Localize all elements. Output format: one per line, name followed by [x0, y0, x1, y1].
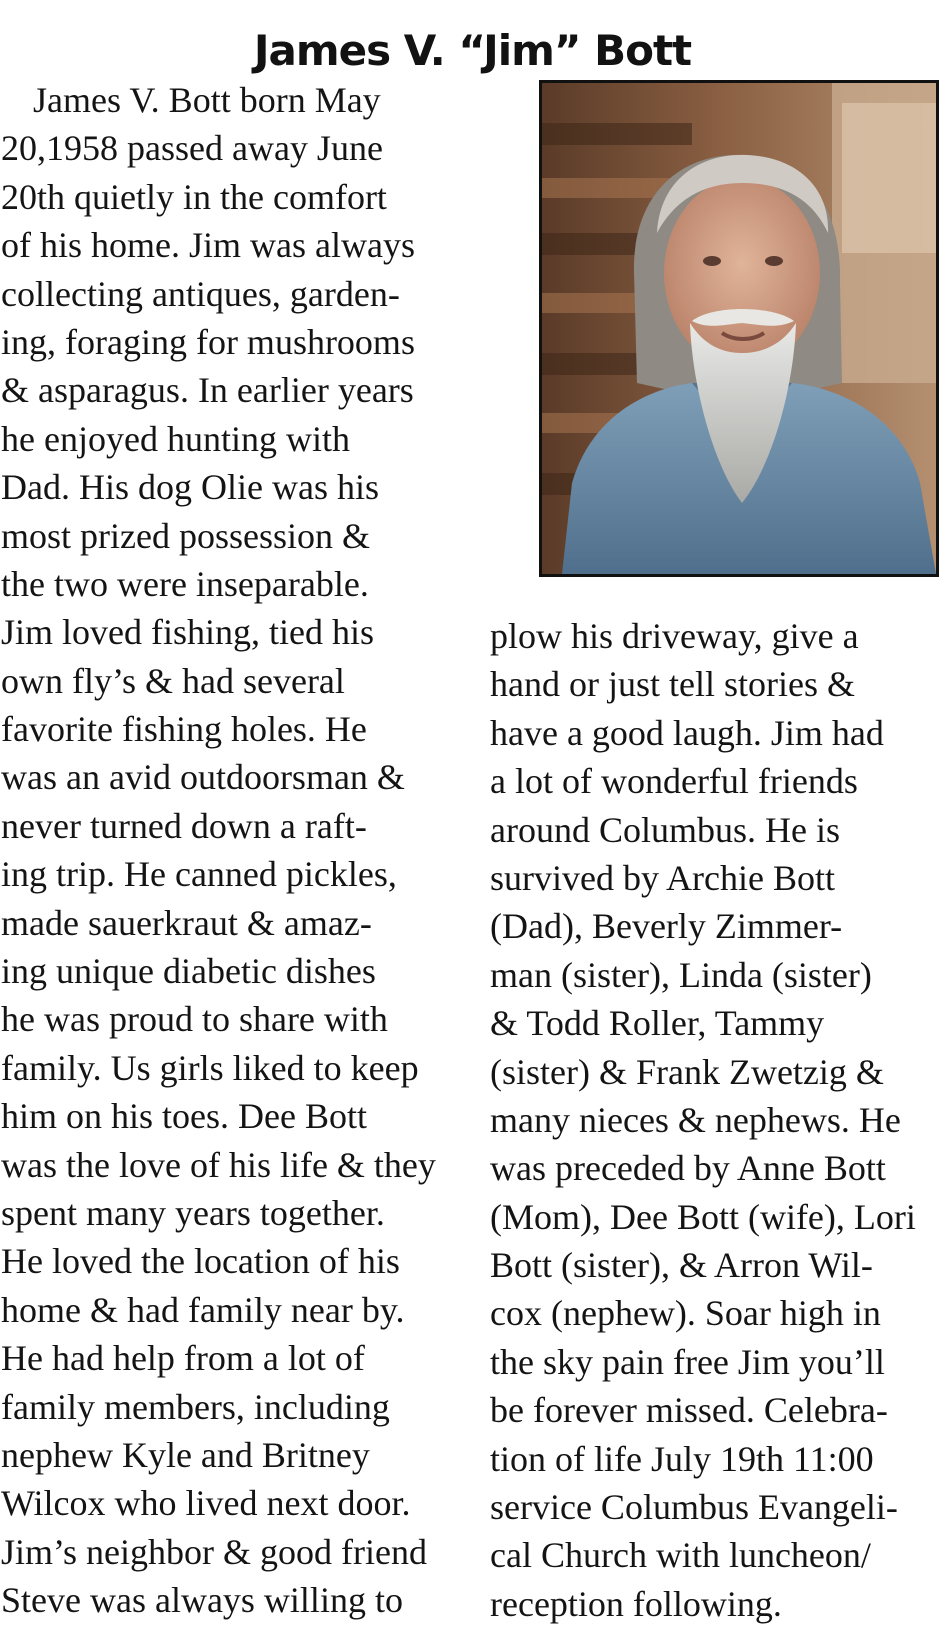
text-line: family members, including: [1, 1386, 390, 1427]
text-line: tion of life July 19th 11:00: [490, 1438, 874, 1479]
text-line: (sister) & Frank Zwetzig &: [490, 1051, 884, 1092]
text-line: 20th quietly in the comfort: [1, 176, 387, 217]
text-line: hand or just tell stories &: [490, 664, 855, 705]
portrait-photo-icon: [542, 83, 936, 574]
text-line: have a good laugh. Jim had: [490, 712, 884, 753]
text-line: plow his driveway, give a: [490, 616, 859, 656]
text-line: the two were inseparable.: [1, 563, 369, 604]
text-line: James V. Bott born May: [33, 80, 381, 120]
text-line: reception following.: [490, 1583, 782, 1624]
text-line: he enjoyed hunting with: [1, 418, 350, 459]
text-line: (Mom), Dee Bott (wife), Lori: [490, 1196, 916, 1237]
text-line: & Todd Roller, Tammy: [490, 1003, 825, 1044]
text-line: favorite fishing holes. He: [1, 709, 367, 750]
text-line: He loved the location of his: [1, 1241, 400, 1282]
text-line: the sky pain free Jim you’ll: [490, 1341, 885, 1382]
text-line: was an avid outdoorsman &: [1, 757, 405, 798]
text-line: He had help from a lot of: [1, 1338, 365, 1379]
text-line: ing unique diabetic dishes: [1, 951, 376, 992]
text-line: cox (nephew). Soar high in: [490, 1293, 881, 1334]
text-line: him on his toes. Dee Bott: [1, 1096, 367, 1137]
text-line: collecting antiques, garden-: [1, 273, 400, 314]
obituary-text-left-column: [1, 76, 461, 1625]
text-line: Jim loved fishing, tied his: [1, 612, 374, 653]
text-line: a lot of wonderful friends: [490, 761, 858, 802]
text-line: spent many years together.: [1, 1192, 385, 1233]
text-line: & asparagus. In earlier years: [1, 370, 414, 411]
text-line: 20,1958 passed away June: [1, 128, 383, 169]
text-line: Steve was always willing to: [1, 1580, 403, 1621]
obituary-title: James V. “Jim” Bott: [253, 26, 692, 76]
text-line: own fly’s & had several: [1, 660, 345, 701]
text-line: was the love of his life & they: [1, 1144, 436, 1185]
text-line: was preceded by Anne Bott: [490, 1148, 886, 1189]
text-line: ing, foraging for mushrooms: [1, 321, 415, 362]
text-line: around Columbus. He is: [490, 809, 840, 850]
text-line: ing trip. He canned pickles,: [1, 854, 397, 895]
text-line: service Columbus Evangeli-: [490, 1487, 898, 1528]
text-line: Jim’s neighbor & good friend: [1, 1531, 427, 1572]
text-line: home & had family near by.: [1, 1289, 405, 1330]
text-line: survived by Archie Bott: [490, 857, 835, 898]
text-line: family. Us girls liked to keep: [1, 1047, 419, 1088]
text-line: of his home. Jim was always: [1, 225, 415, 266]
text-line: made sauerkraut & amaz-: [1, 902, 372, 943]
text-line: be forever missed. Celebra-: [490, 1390, 888, 1431]
text-line: nephew Kyle and Britney: [1, 1434, 370, 1475]
obituary-text-right-column: [490, 612, 942, 1628]
text-line: many nieces & nephews. He: [490, 1099, 901, 1140]
text-line: Bott (sister), & Arron Wil-: [490, 1245, 873, 1286]
text-line: most prized possession &: [1, 515, 370, 556]
text-line: he was proud to share with: [1, 999, 388, 1040]
text-line: man (sister), Linda (sister): [490, 954, 872, 995]
portrait-photo: [539, 80, 939, 577]
text-line: cal Church with luncheon/: [490, 1535, 871, 1576]
text-line: Dad. His dog Olie was his: [1, 467, 379, 508]
text-line: (Dad), Beverly Zimmer-: [490, 906, 843, 947]
text-line: Wilcox who lived next door.: [1, 1483, 411, 1524]
text-line: never turned down a raft-: [1, 805, 367, 846]
